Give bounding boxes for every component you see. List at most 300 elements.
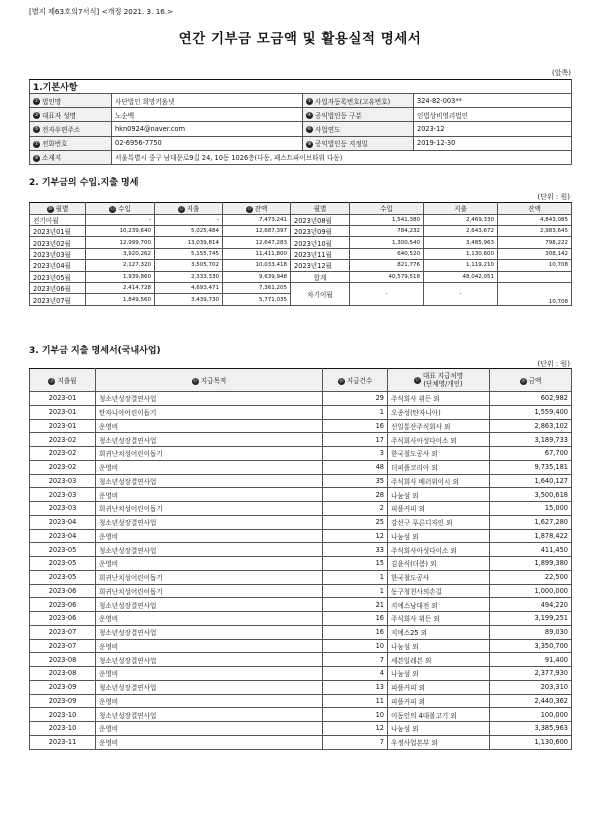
right-income-cell: 1,541,380: [350, 214, 424, 225]
info-row: [30, 94, 572, 108]
info-left-label: 전화번호: [42, 140, 68, 149]
month-cell: 2023-09: [30, 694, 96, 708]
info-left-label-cell: [30, 94, 112, 108]
address-num: ⑨: [34, 154, 39, 161]
purpose-cell: 희귀난치성어린이돕기: [96, 447, 323, 461]
income-expense-table: [29, 202, 572, 306]
header-balance: [223, 203, 291, 215]
income-cell: 12,999,700: [86, 237, 155, 248]
header-recipient: [388, 369, 490, 392]
info-row: [30, 136, 572, 150]
right-income-cell: 821,776: [350, 260, 424, 271]
count-cell: 29: [323, 392, 388, 406]
purpose-cell: 희귀난치성어린이돕기: [96, 570, 323, 584]
income-row: [30, 214, 572, 225]
right-month-cell: 2023년11월: [291, 248, 350, 259]
amount-cell: 203,310: [490, 680, 572, 694]
header-num: ⑪: [49, 377, 55, 384]
amount-cell: 67,700: [490, 447, 572, 461]
info-right-label-cell: [303, 108, 414, 122]
balance-cell: 12,647,283: [223, 237, 291, 248]
count-cell: 1: [323, 570, 388, 584]
table-row: [30, 625, 572, 639]
expense-cell: 5,025,484: [155, 225, 223, 236]
table-row: [30, 405, 572, 419]
header-label: 수입: [118, 205, 131, 214]
header-right-expense: 지출: [424, 203, 498, 215]
amount-cell: 2,440,362: [490, 694, 572, 708]
purpose-cell: 희귀난치성어린이돕기: [96, 584, 323, 598]
income-row: [30, 260, 572, 271]
amount-cell: 15,000: [490, 502, 572, 516]
info-left-label: 법인명: [42, 97, 62, 106]
month-cell: 2023-01: [30, 419, 96, 433]
table-row: [30, 639, 572, 653]
right-month-cell: 2023년09월: [291, 225, 350, 236]
count-cell: 15: [323, 557, 388, 571]
balance-cell: 10,033,418: [223, 260, 291, 271]
carryover-month: 차기이월: [291, 282, 350, 305]
recipient-cell: 나눔섬 외: [388, 722, 490, 736]
amount-cell: 3,385,963: [490, 722, 572, 736]
purpose-cell: 운영비: [96, 557, 323, 571]
amount-cell: 411,450: [490, 543, 572, 557]
amount-cell: 3,500,618: [490, 488, 572, 502]
count-cell: 17: [323, 433, 388, 447]
recipient-cell: 더피플코리아 외: [388, 460, 490, 474]
count-cell: 11: [323, 694, 388, 708]
balance-cell: 5,771,035: [223, 294, 291, 305]
domestic-expense-table: [29, 368, 572, 750]
section2-title: 2. 기부금의 수입.지출 명세: [29, 178, 139, 188]
header-num: ⑬: [246, 205, 252, 212]
recipient-cell: 나눔섬 외: [388, 529, 490, 543]
header-label: 지출월: [57, 377, 77, 385]
info-right-label: 사업자등록번호(고유번호): [315, 97, 391, 106]
info-left-num: ③: [34, 112, 39, 119]
table-row: [30, 543, 572, 557]
recipient-cell: 나눔섬 외: [388, 639, 490, 653]
info-left-num: ①: [34, 98, 39, 105]
income-row: [30, 271, 572, 282]
recipient-cell: 주식회사 베러위이시 외: [388, 474, 490, 488]
recipient-cell: 한국철도공사: [388, 570, 490, 584]
address-value: 서울특별시 중구 남대문로9길 24, 10동 1026층(다동, 패스트파이브타워 다동): [112, 150, 572, 164]
carryover-income: -: [350, 282, 424, 305]
info-left-label-cell: [30, 136, 112, 150]
recipient-cell: 피플커피 외: [388, 502, 490, 516]
header-label: 금액: [528, 377, 542, 385]
count-cell: 16: [323, 419, 388, 433]
table-row: [30, 694, 572, 708]
info-left-label: 대표자 성명: [42, 111, 76, 120]
header-label: 지급목적: [200, 377, 227, 385]
amount-cell: 1,130,600: [490, 735, 572, 749]
header-right-month: 월별: [291, 203, 350, 215]
recipient-cell: 강선구 푸른디자인 외: [388, 515, 490, 529]
month-cell: 2023년01월: [30, 225, 86, 236]
amount-cell: 22,500: [490, 570, 572, 584]
expense-cell: 13,039,814: [155, 237, 223, 248]
month-cell: 2023-06: [30, 584, 96, 598]
count-cell: 10: [323, 708, 388, 722]
header-month: [30, 369, 96, 392]
count-cell: 28: [323, 488, 388, 502]
header-num: ⑩: [47, 205, 53, 212]
month-cell: 2023-03: [30, 488, 96, 502]
income-header-row: [30, 203, 572, 215]
balance-cell: 12,687,397: [223, 225, 291, 236]
info-right-label: 공익법인등 구분: [315, 111, 362, 120]
amount-cell: 494,220: [490, 598, 572, 612]
amount-cell: 1,627,280: [490, 515, 572, 529]
month-cell: 2023-05: [30, 570, 96, 584]
section3-unit: (단위 : 원): [537, 360, 570, 368]
table-row: [30, 460, 572, 474]
header-income: [86, 203, 155, 215]
expense-cell: -: [155, 214, 223, 225]
balance-cell: 7,473,241: [223, 214, 291, 225]
recipient-cell: 한국철도공사 외: [388, 447, 490, 461]
recipient-cell: 세븐일레븐 외: [388, 653, 490, 667]
header-right-balance: 잔액: [498, 203, 572, 215]
info-left-value: 02-6956-7750: [112, 136, 303, 150]
recipient-cell: 김윤식(더봄) 외: [388, 557, 490, 571]
expense-cell: 3,505,702: [155, 260, 223, 271]
right-balance-cell: 2,983,645: [498, 225, 572, 236]
header-month: [30, 203, 86, 215]
right-month-cell: 2023년12월: [291, 260, 350, 271]
month-cell: 2023년03월: [30, 248, 86, 259]
month-cell: 2023-02: [30, 433, 96, 447]
right-expense-cell: 3,485,963: [424, 237, 498, 248]
carryover-expense: -: [424, 282, 498, 305]
expense-header-row: [30, 369, 572, 392]
count-cell: 3: [323, 447, 388, 461]
info-right-label: 사업연도: [315, 125, 341, 134]
header-right-income: 수입: [350, 203, 424, 215]
right-income-cell: 784,232: [350, 225, 424, 236]
right-balance-cell: 10,708: [498, 260, 572, 271]
count-cell: 10: [323, 639, 388, 653]
info-right-value: 2023-12: [414, 122, 572, 136]
table-row: [30, 667, 572, 681]
purpose-cell: 운영비: [96, 639, 323, 653]
count-cell: 48: [323, 460, 388, 474]
section2-unit: (단위 : 원): [537, 193, 570, 201]
header-num: ⑱: [520, 377, 526, 384]
purpose-cell: 청소년성장결연사업: [96, 598, 323, 612]
purpose-cell: 청소년성장결연사업: [96, 708, 323, 722]
recipient-cell: 동구청천사의손길: [388, 584, 490, 598]
table-row: [30, 447, 572, 461]
month-cell: 2023-02: [30, 447, 96, 461]
count-cell: 1: [323, 584, 388, 598]
info-right-value: 324-82-003**: [414, 94, 572, 108]
income-cell: 3,920,262: [86, 248, 155, 259]
right-balance-cell: 4,843,085: [498, 214, 572, 225]
table-row: [30, 653, 572, 667]
recipient-cell: 이동인의 4대볼고기 외: [388, 708, 490, 722]
header-label: 대표 지급처명 (단체명/개인): [422, 372, 464, 388]
right-month-cell: 2023년08월: [291, 214, 350, 225]
info-left-label-cell: [30, 122, 112, 136]
count-cell: 16: [323, 612, 388, 626]
right-balance-cell: [498, 271, 572, 282]
income-row: [30, 282, 572, 293]
recipient-cell: 나눔섬 외: [388, 667, 490, 681]
table-row: [30, 557, 572, 571]
amount-cell: 1,878,422: [490, 529, 572, 543]
right-expense-cell: 1,119,210: [424, 260, 498, 271]
month-cell: 2023년07월: [30, 294, 86, 305]
purpose-cell: 청소년성장결연사업: [96, 433, 323, 447]
balance-cell: 7,361,205: [223, 282, 291, 293]
expense-cell: 4,693,471: [155, 282, 223, 293]
header-label: 잔액: [254, 205, 268, 214]
income-row: [30, 237, 572, 248]
header-num: ⑯: [338, 377, 344, 384]
header-num: ⑪: [110, 205, 116, 212]
count-cell: 2: [323, 502, 388, 516]
right-balance-cell: 308,142: [498, 248, 572, 259]
count-cell: 7: [323, 735, 388, 749]
purpose-cell: 운영비: [96, 667, 323, 681]
month-cell: 2023-01: [30, 405, 96, 419]
right-expense-cell: 48,042,051: [424, 271, 498, 282]
info-row: [30, 108, 572, 122]
right-income-cell: 1,300,540: [350, 237, 424, 248]
recipient-cell: 지에스낭대전 외: [388, 598, 490, 612]
header-count: [323, 369, 388, 392]
table-row: [30, 488, 572, 502]
right-income-cell: 40,579,518: [350, 271, 424, 282]
info-left-num: ⑦: [34, 140, 39, 147]
month-cell: 2023-08: [30, 653, 96, 667]
amount-cell: 3,189,733: [490, 433, 572, 447]
balance-cell: 9,639,948: [223, 271, 291, 282]
info-right-label-cell: [303, 94, 414, 108]
income-cell: 1,939,860: [86, 271, 155, 282]
section1-title: 1.기본사항: [30, 80, 572, 94]
info-right-value: 2019-12-30: [414, 136, 572, 150]
recipient-cell: 주식회사아성다이소 외: [388, 433, 490, 447]
table-row: [30, 419, 572, 433]
header-expense: [155, 203, 223, 215]
amount-cell: 1,000,000: [490, 584, 572, 598]
month-cell: 2023-03: [30, 474, 96, 488]
header-num: ⑫: [178, 205, 184, 212]
month-cell: 2023-11: [30, 735, 96, 749]
right-month-cell: 합계: [291, 271, 350, 282]
recipient-cell: 지에스25 외: [388, 625, 490, 639]
count-cell: 12: [323, 529, 388, 543]
month-cell: 2023-09: [30, 680, 96, 694]
table-row: [30, 680, 572, 694]
header-label: 지급건수: [346, 377, 373, 385]
count-cell: 1: [323, 405, 388, 419]
info-row: [30, 122, 572, 136]
address-label-cell: [30, 150, 112, 164]
header-num: ⑰: [414, 376, 420, 383]
document-title: 연간 기부금 모금액 및 활용실적 명세서: [178, 31, 422, 47]
count-cell: 35: [323, 474, 388, 488]
table-row: [30, 570, 572, 584]
table-row: [30, 722, 572, 736]
purpose-cell: 청소년성장결연사업: [96, 515, 323, 529]
right-expense-cell: 2,643,672: [424, 225, 498, 236]
month-cell: 2023년05월: [30, 271, 86, 282]
section3-title: 3. 기부금 지출 명세서(국내사업): [29, 346, 161, 356]
amount-cell: 3,350,700: [490, 639, 572, 653]
amount-cell: 3,199,251: [490, 612, 572, 626]
income-row: [30, 225, 572, 236]
month-cell: 2023-01: [30, 392, 96, 406]
purpose-cell: 청소년성장결연사업: [96, 392, 323, 406]
month-cell: 2023-08: [30, 667, 96, 681]
amount-cell: 91,400: [490, 653, 572, 667]
month-cell: 2023년06월: [30, 282, 86, 293]
info-right-num: ⑧: [307, 140, 312, 147]
purpose-cell: 청소년성장결연사업: [96, 474, 323, 488]
income-cell: 2,127,320: [86, 260, 155, 271]
month-cell: 2023-10: [30, 708, 96, 722]
month-cell: 2023-02: [30, 460, 96, 474]
month-cell: 전기이월: [30, 214, 86, 225]
amount-cell: 2,377,930: [490, 667, 572, 681]
income-cell: -: [86, 214, 155, 225]
recipient-cell: 오종성(탄자니아): [388, 405, 490, 419]
income-cell: 1,849,560: [86, 294, 155, 305]
table-row: [30, 392, 572, 406]
table-row: [30, 598, 572, 612]
recipient-cell: 주식회사 위든 외: [388, 612, 490, 626]
info-right-num: ⑥: [307, 126, 312, 133]
purpose-cell: 운영비: [96, 722, 323, 736]
count-cell: 13: [323, 680, 388, 694]
info-right-num: ④: [307, 112, 312, 119]
expense-cell: 3,439,730: [155, 294, 223, 305]
purpose-cell: 운영비: [96, 460, 323, 474]
info-row-address: [30, 150, 572, 164]
info-left-value: hkn0924@naver.com: [112, 122, 303, 136]
amount-cell: 100,000: [490, 708, 572, 722]
purpose-cell: 청소년성장결연사업: [96, 543, 323, 557]
amount-cell: 1,559,400: [490, 405, 572, 419]
header-num: ⑮: [192, 377, 198, 384]
info-right-label-cell: [303, 136, 414, 150]
purpose-cell: 운영비: [96, 735, 323, 749]
right-balance-cell: 798,222: [498, 237, 572, 248]
month-cell: 2023-05: [30, 543, 96, 557]
address-label: 소재지: [42, 154, 62, 163]
month-cell: 2023-10: [30, 722, 96, 736]
expense-cell: 2,333,330: [155, 271, 223, 282]
balance-cell: 11,411,800: [223, 248, 291, 259]
carryover-balance: 10,708: [498, 282, 572, 305]
recipient-cell: 피플커피 외: [388, 680, 490, 694]
amount-cell: 89,030: [490, 625, 572, 639]
count-cell: 7: [323, 653, 388, 667]
purpose-cell: 청소년성장결연사업: [96, 653, 323, 667]
income-cell: 10,239,640: [86, 225, 155, 236]
right-income-cell: 640,520: [350, 248, 424, 259]
recipient-cell: 피플커피 외: [388, 694, 490, 708]
table-row: [30, 502, 572, 516]
header-label: 월별: [55, 205, 69, 214]
info-left-num: ⑤: [34, 126, 39, 133]
info-right-label-cell: [303, 122, 414, 136]
info-left-label: 전자우편주소: [42, 125, 81, 134]
month-cell: 2023-07: [30, 625, 96, 639]
recipient-cell: 선일통산주식회사 외: [388, 419, 490, 433]
recipient-cell: 우정사업본부 외: [388, 735, 490, 749]
front-label: (앞쪽): [552, 69, 571, 77]
basic-info-table: [29, 79, 572, 165]
income-row: [30, 248, 572, 259]
amount-cell: 1,640,127: [490, 474, 572, 488]
count-cell: 4: [323, 667, 388, 681]
month-cell: 2023-05: [30, 557, 96, 571]
month-cell: 2023-06: [30, 598, 96, 612]
month-cell: 2023-06: [30, 612, 96, 626]
purpose-cell: 운영비: [96, 529, 323, 543]
count-cell: 25: [323, 515, 388, 529]
table-row: [30, 584, 572, 598]
count-cell: 21: [323, 598, 388, 612]
form-note: [별지 제63호의7서식] <개정 2021. 3. 16.>: [29, 7, 174, 16]
month-cell: 2023-03: [30, 502, 96, 516]
info-left-label-cell: [30, 108, 112, 122]
purpose-cell: 청소년성장결연사업: [96, 680, 323, 694]
month-cell: 2023년02월: [30, 237, 86, 248]
purpose-cell: 희귀난치성어린이돕기: [96, 502, 323, 516]
amount-cell: 1,899,380: [490, 557, 572, 571]
month-cell: 2023-04: [30, 529, 96, 543]
info-right-num: ②: [307, 98, 312, 105]
recipient-cell: 주식회사 위든 외: [388, 392, 490, 406]
info-left-value: 노순백: [112, 108, 303, 122]
purpose-cell: 운영비: [96, 419, 323, 433]
purpose-cell: 운영비: [96, 488, 323, 502]
table-row: [30, 612, 572, 626]
purpose-cell: 탄자니아어린이돕기: [96, 405, 323, 419]
table-row: [30, 474, 572, 488]
purpose-cell: 청소년성장결연사업: [96, 625, 323, 639]
purpose-cell: 운영비: [96, 694, 323, 708]
table-row: [30, 708, 572, 722]
amount-cell: 602,982: [490, 392, 572, 406]
count-cell: 12: [323, 722, 388, 736]
purpose-cell: 운영비: [96, 612, 323, 626]
recipient-cell: 나눔섬 외: [388, 488, 490, 502]
amount-cell: 9,735,181: [490, 460, 572, 474]
header-purpose: [96, 369, 323, 392]
info-right-value: 인법상비영리법인: [414, 108, 572, 122]
month-cell: 2023년04월: [30, 260, 86, 271]
header-label: 지출: [186, 205, 200, 214]
table-row: [30, 529, 572, 543]
expense-cell: 5,155,745: [155, 248, 223, 259]
income-cell: 2,414,728: [86, 282, 155, 293]
right-expense-cell: 1,130,600: [424, 248, 498, 259]
month-cell: 2023-04: [30, 515, 96, 529]
right-expense-cell: 2,469,330: [424, 214, 498, 225]
info-left-value: 사단법인 희망키움넷: [112, 94, 303, 108]
table-row: [30, 515, 572, 529]
count-cell: 33: [323, 543, 388, 557]
table-row: [30, 735, 572, 749]
